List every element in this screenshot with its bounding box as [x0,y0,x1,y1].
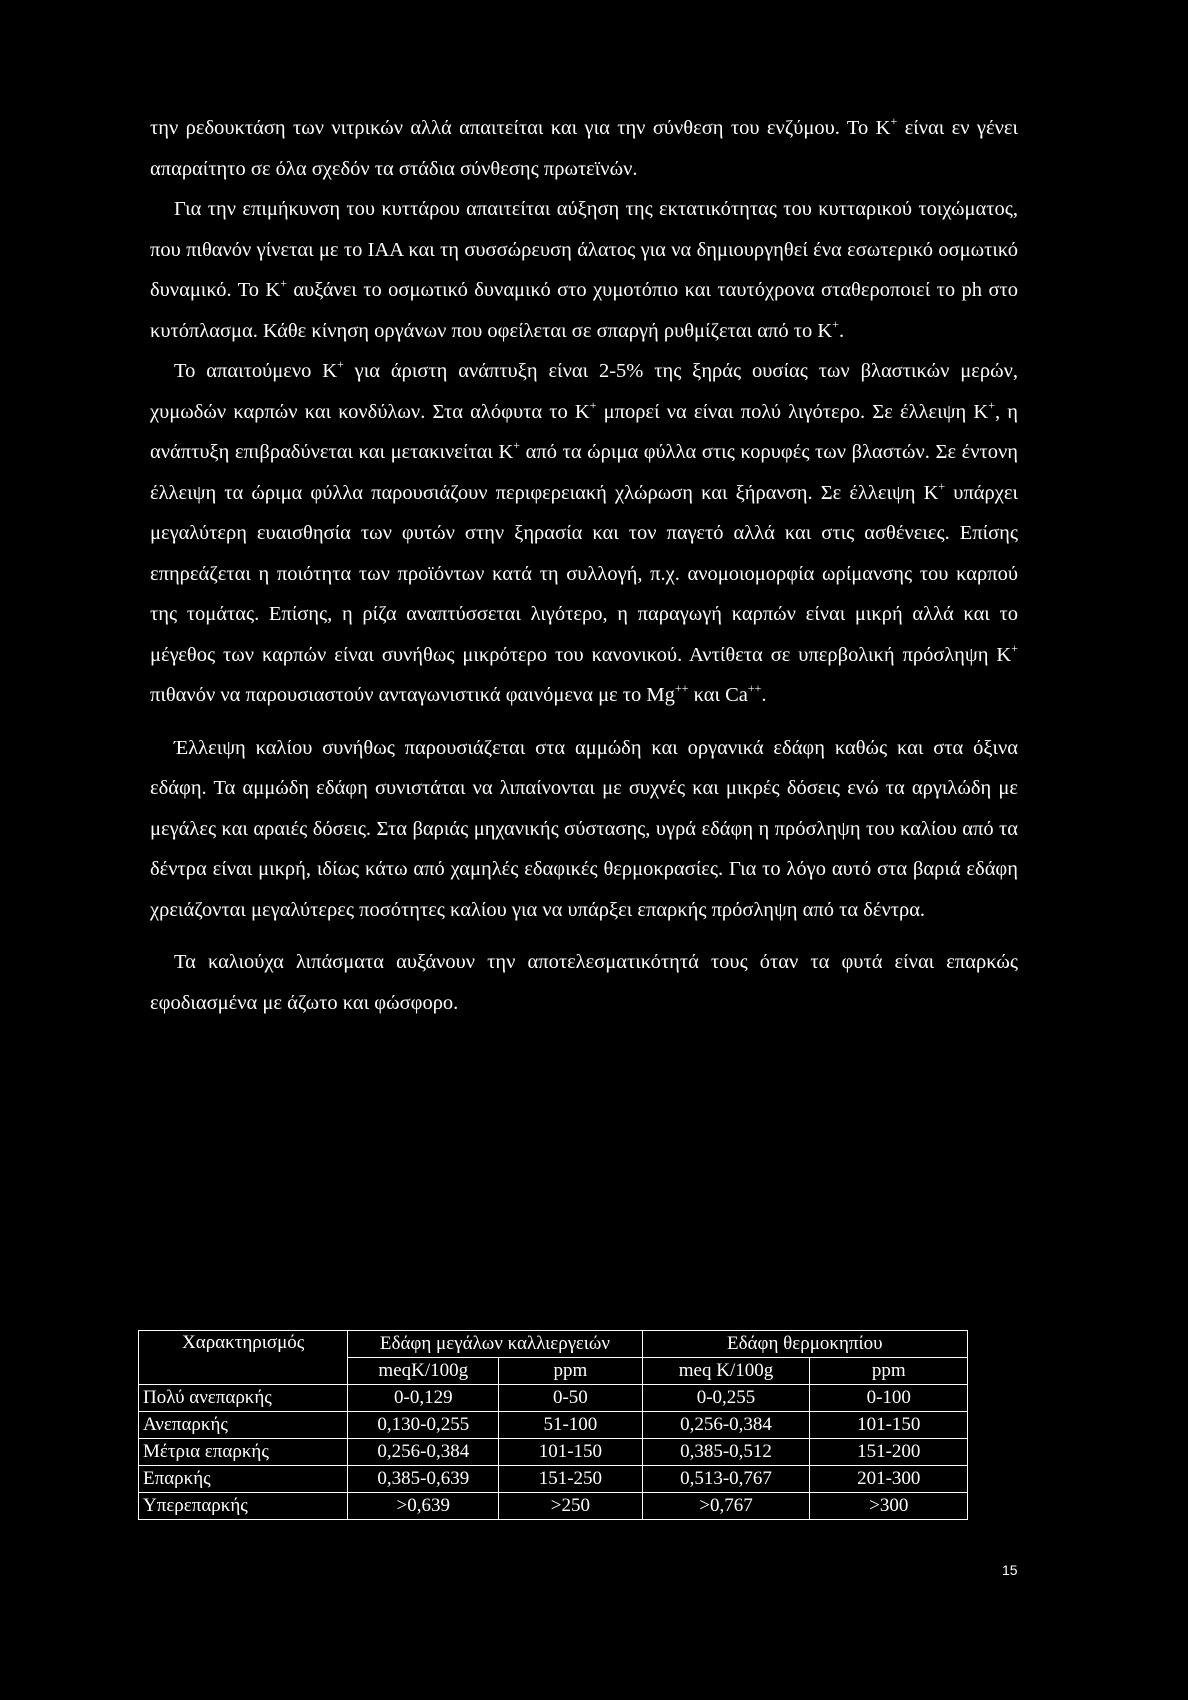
table-cell: >0,767 [642,1493,810,1520]
row-label: Επαρκής [139,1466,348,1493]
table-cell: 0,385-0,639 [348,1466,499,1493]
table-cell: 151-200 [810,1439,968,1466]
header-greenhouse: Εδάφη θερμοκηπίου [642,1331,967,1358]
superscript: + [938,478,946,493]
potassium-levels-table [138,1330,968,1520]
superscript: + [1011,640,1018,655]
table-cell: 0,130-0,255 [348,1412,499,1439]
table-cell: 0,256-0,384 [642,1412,810,1439]
row-label: Πολύ ανεπαρκής [139,1385,348,1412]
table-cell: 51-100 [499,1412,642,1439]
superscript: + [988,397,995,412]
table-cell: >300 [810,1493,968,1520]
subheader-cell: meqK/100g [348,1358,499,1385]
table-cell: 0-50 [499,1385,642,1412]
body-text [150,108,1018,1023]
text-run: την ρεδουκτάση των νιτρικών αλλά απαιτείται και για την σύνθεση του ενζύμου. Το Κ [150,117,891,139]
page-number: 15 [1002,1562,1018,1578]
text-run: υπάρχει μεγαλύτερη ευαισθησία των φυτών στην ξηρασία και τον παγετό αλλά και στις ασθένειες. Επίσης επηρεάζεται η ποιότητα των προϊόντων κατά τη συλλογή, π.χ. ανομοιομορφία ωρίμανσης του καρπού της τομάτας. Επίσης, η ρίζα αναπτύσσεται λιγότερο, η παραγωγή καρπών είναι μικρή αλλά και το μέγεθος των καρπών είναι συνήθως μικρότερο του κανονικού. Αντίθετα σε υπερβολική πρόσληψη Κ [150,481,1018,666]
table-cell: >0,639 [348,1493,499,1520]
subheader-cell: ppm [810,1358,968,1385]
paragraph-2 [150,189,1018,351]
table-row [139,1439,968,1466]
paragraph-5: Τα καλιούχα λιπάσματα αυξάνουν την αποτελεσματικότητά τους όταν τα φυτά είναι επαρκώς εφοδιασμένα με άζωτο και φώσφορο. [150,951,1018,1014]
header-characterization: Χαρακτηρισμός [139,1331,348,1385]
paragraph-1 [150,108,1018,189]
text-run: αυξάνει το οσμωτικό δυναμικό στο χυμοτόπιο και ταυτόχρονα σταθεροποιεί το ph στο κυτόπλασμα. Κάθε κίνηση οργάνων που οφείλεται σε σπαργή ρυθμίζεται από το Κ [150,279,1018,342]
table-cell: 0-0,255 [642,1385,810,1412]
table-cell: 0,385-0,512 [642,1439,810,1466]
table-header-row [139,1331,968,1358]
table-cell: >250 [499,1493,642,1520]
table-row [139,1412,968,1439]
row-label: Υπερεπαρκής [139,1493,348,1520]
text-run: Το απαιτούμενο Κ [174,360,338,382]
superscript: + [280,276,287,290]
text-run: Για την επιμήκυνση του κυττάρου απαιτείται αύξηση της εκτατικότητας του κυτταρικού τοιχώματος, που πιθανόν γίνεται με το ΙΑΑ και τη συσσώρευση άλατος για να δημιουργηθεί ένα εσωτερικό οσμωτικό δυναμικό. Το Κ [150,198,1018,301]
superscript: ++ [747,681,762,695]
text-run: πιθανόν να παρουσιαστούν ανταγωνιστικά φαινόμενα με το Mg [150,684,675,706]
table-cell: 0,513-0,767 [642,1466,810,1493]
text-run: είναι εν γένει απαραίτητο σε όλα σχεδόν τα στάδια σύνθεσης πρωτεϊνών. [150,117,1018,180]
text-run: , η ανάπτυξη επιβραδύνεται και μετακινείται Κ [150,400,1018,463]
table-cell: 101-150 [810,1412,968,1439]
superscript: + [832,316,839,331]
header-field-crops: Εδάφη μεγάλων καλλιεργειών [348,1331,642,1358]
superscript: ++ [674,681,689,695]
subheader-cell: ppm [499,1358,642,1385]
paragraph-4: Έλλειψη καλίου συνήθως παρουσιάζεται στα αμμώδη και οργανικά εδάφη καθώς και στα όξινα εδάφη. Τα αμμώδη εδάφη συνιστάται να λιπαίνονται με συχνές και μικρές δόσεις ενώ τα αργιλώδη με μεγάλες και αραιές δόσεις. Στα βαριάς μηχανικής σύστασης, υγρά εδάφη η πρόσληψη του καλίου από τα δέντρα είναι μικρή, ιδίως κάτω από χαμηλές εδαφικές θερμοκρασίες. Για το λόγο αυτό στα βαριά εδάφη χρειάζονται μεγαλύτερες ποσότητες καλίου για να υπάρξει επαρκής πρόσληψη από τα δέντρα. [150,736,1018,921]
table-cell: 151-250 [499,1466,642,1493]
superscript: + [589,397,597,412]
text-run: μπορεί να είναι πολύ λιγότερο. Σε έλλειψη Κ [596,400,989,423]
table-cell: 0-0,129 [348,1385,499,1412]
text-run: και Ca [688,684,748,706]
table-cell: 0,256-0,384 [348,1439,499,1466]
text-run: από τα ώριμα φύλλα στις κορυφές των βλαστών. Σε έντονη έλλειψη τα ώριμα φύλλα παρουσιάζουν περιφερειακή χλώρωση και ξήρανση. Σε έλλειψη Κ [150,441,1018,504]
text-run: για άριστη ανάπτυξη είναι 2-5% της ξηράς ουσίας των βλαστικών μερών, χυμωδών καρπών και κονδύλων. Στα αλόφυτα το Κ [150,360,1018,423]
row-label: Ανεπαρκής [139,1412,348,1439]
table-cell: 201-300 [810,1466,968,1493]
subheader-cell: meq K/100g [642,1358,810,1385]
text-run: . [838,319,845,342]
superscript: + [513,438,521,452]
table-row [139,1466,968,1493]
superscript: + [890,114,898,128]
row-label: Μέτρια επαρκής [139,1439,348,1466]
text-run: . [761,684,767,706]
table-row [139,1385,968,1412]
table-cell: 101-150 [499,1439,642,1466]
table-cell: 0-100 [810,1385,968,1412]
superscript: + [337,357,344,371]
table-row [139,1493,968,1520]
paragraph-3 [150,351,1018,716]
